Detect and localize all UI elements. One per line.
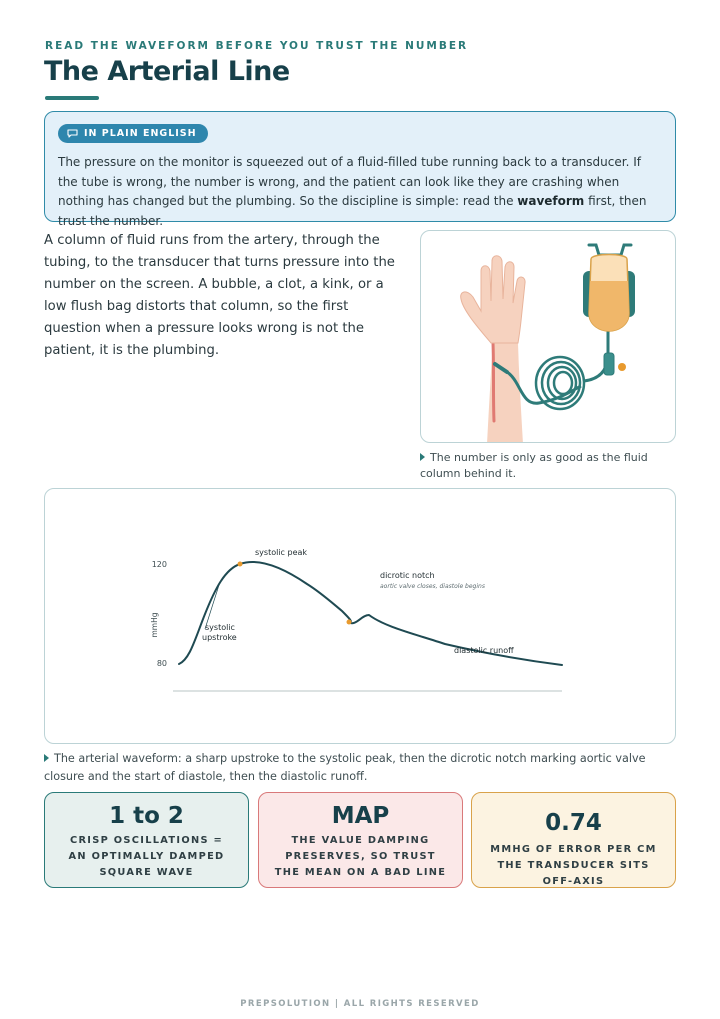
- stat-card-error: [471, 792, 676, 888]
- radial-artery-line: [493, 343, 494, 421]
- arterial-line-illustration-card: [420, 230, 676, 443]
- tubing-coil: [536, 357, 584, 409]
- hand-shape: [461, 256, 525, 343]
- y-axis-label: mmHg: [150, 612, 159, 638]
- waveform-card: [44, 488, 676, 744]
- title-underline: [45, 96, 99, 100]
- stat-label: THE VALUE DAMPING PRESERVES, SO TRUST THE MEAN ON A BAD LINE: [274, 835, 447, 878]
- stat-value: MAP: [331, 803, 390, 829]
- dicrotic-notch-marker: [347, 620, 352, 625]
- y-tick-120: 120: [151, 560, 167, 569]
- arterial-line-illustration: [421, 231, 676, 443]
- y-tick-80: 80: [156, 659, 167, 668]
- caption-arrow-icon: [44, 754, 49, 762]
- stat-label: CRISP OSCILLATIONS = AN OPTIMALLY DAMPED SQUARE WAVE: [68, 835, 225, 878]
- systolic-upstroke-label-1: systolic: [205, 623, 235, 632]
- figure-caption-text: The number is only as good as the fluid column behind it.: [420, 451, 648, 480]
- systolic-peak-marker: [238, 562, 243, 567]
- stat-value: 0.74: [545, 810, 602, 836]
- callout-paragraph: [58, 153, 664, 231]
- arterial-waveform-chart: [45, 489, 677, 745]
- diastolic-runoff-label: diastolic runoff: [454, 646, 514, 655]
- callout-text-end: first, then trust the number.: [58, 194, 647, 228]
- drip-chamber: [604, 353, 614, 375]
- flush-valve: [618, 363, 626, 371]
- eyebrow-text: READ THE WAVEFORM BEFORE YOU TRUST THE NUMBER: [45, 40, 469, 52]
- waveform-caption: [44, 750, 676, 786]
- speech-bubble-icon: [67, 129, 78, 138]
- plain-english-label: IN PLAIN ENGLISH: [84, 128, 197, 139]
- stat-card-map: [258, 792, 463, 888]
- systolic-upstroke-label-2: upstroke: [202, 633, 237, 642]
- stat-label: MMHG OF ERROR PER CM THE TRANSDUCER SITS OFF-AXIS: [490, 844, 657, 887]
- plain-english-callout: [44, 111, 676, 228]
- flush-bag-fluid: [589, 281, 629, 331]
- callout-text-bold: waveform: [517, 194, 585, 208]
- bag-hanger: [589, 245, 631, 255]
- page-title: The Arterial Line: [44, 56, 290, 87]
- intro-paragraph: A column of fluid runs from the artery, through the tubing, to the transducer that turns pressure into the number on the screen. A bubble, a clot, a kink, or a low flush bag distorts that column, so the first question when a pressure looks wrong is not the patient, it is the plumbing.: [44, 233, 395, 358]
- callout-text-start: The pressure on the monitor is squeezed out of a fluid-filled tube running back to a transducer. If the tube is wrong, the number is wrong, and the patient can look like they are crashing when nothing has changed but the plumbing. So the discipline is simple: read the: [58, 155, 641, 208]
- caption-arrow-icon: [420, 453, 425, 461]
- systolic-peak-label: systolic peak: [255, 548, 308, 557]
- plain-english-tag: [58, 124, 208, 143]
- dicrotic-notch-label: dicrotic notch: [380, 571, 435, 580]
- stat-card-oscillations: [44, 792, 249, 888]
- stat-value: 1 to 2: [109, 803, 184, 829]
- dicrotic-notch-note: aortic valve closes, diastole begins: [380, 583, 485, 590]
- waveform-caption-text: The arterial waveform: a sharp upstroke to the systolic peak, then the dicrotic notch marking aortic valve closure and the start of diastole, then the diastolic runoff.: [44, 752, 646, 783]
- footer-text: PREPSOLUTION | ALL RIGHTS RESERVED: [240, 999, 480, 1009]
- figure-caption: [420, 450, 680, 482]
